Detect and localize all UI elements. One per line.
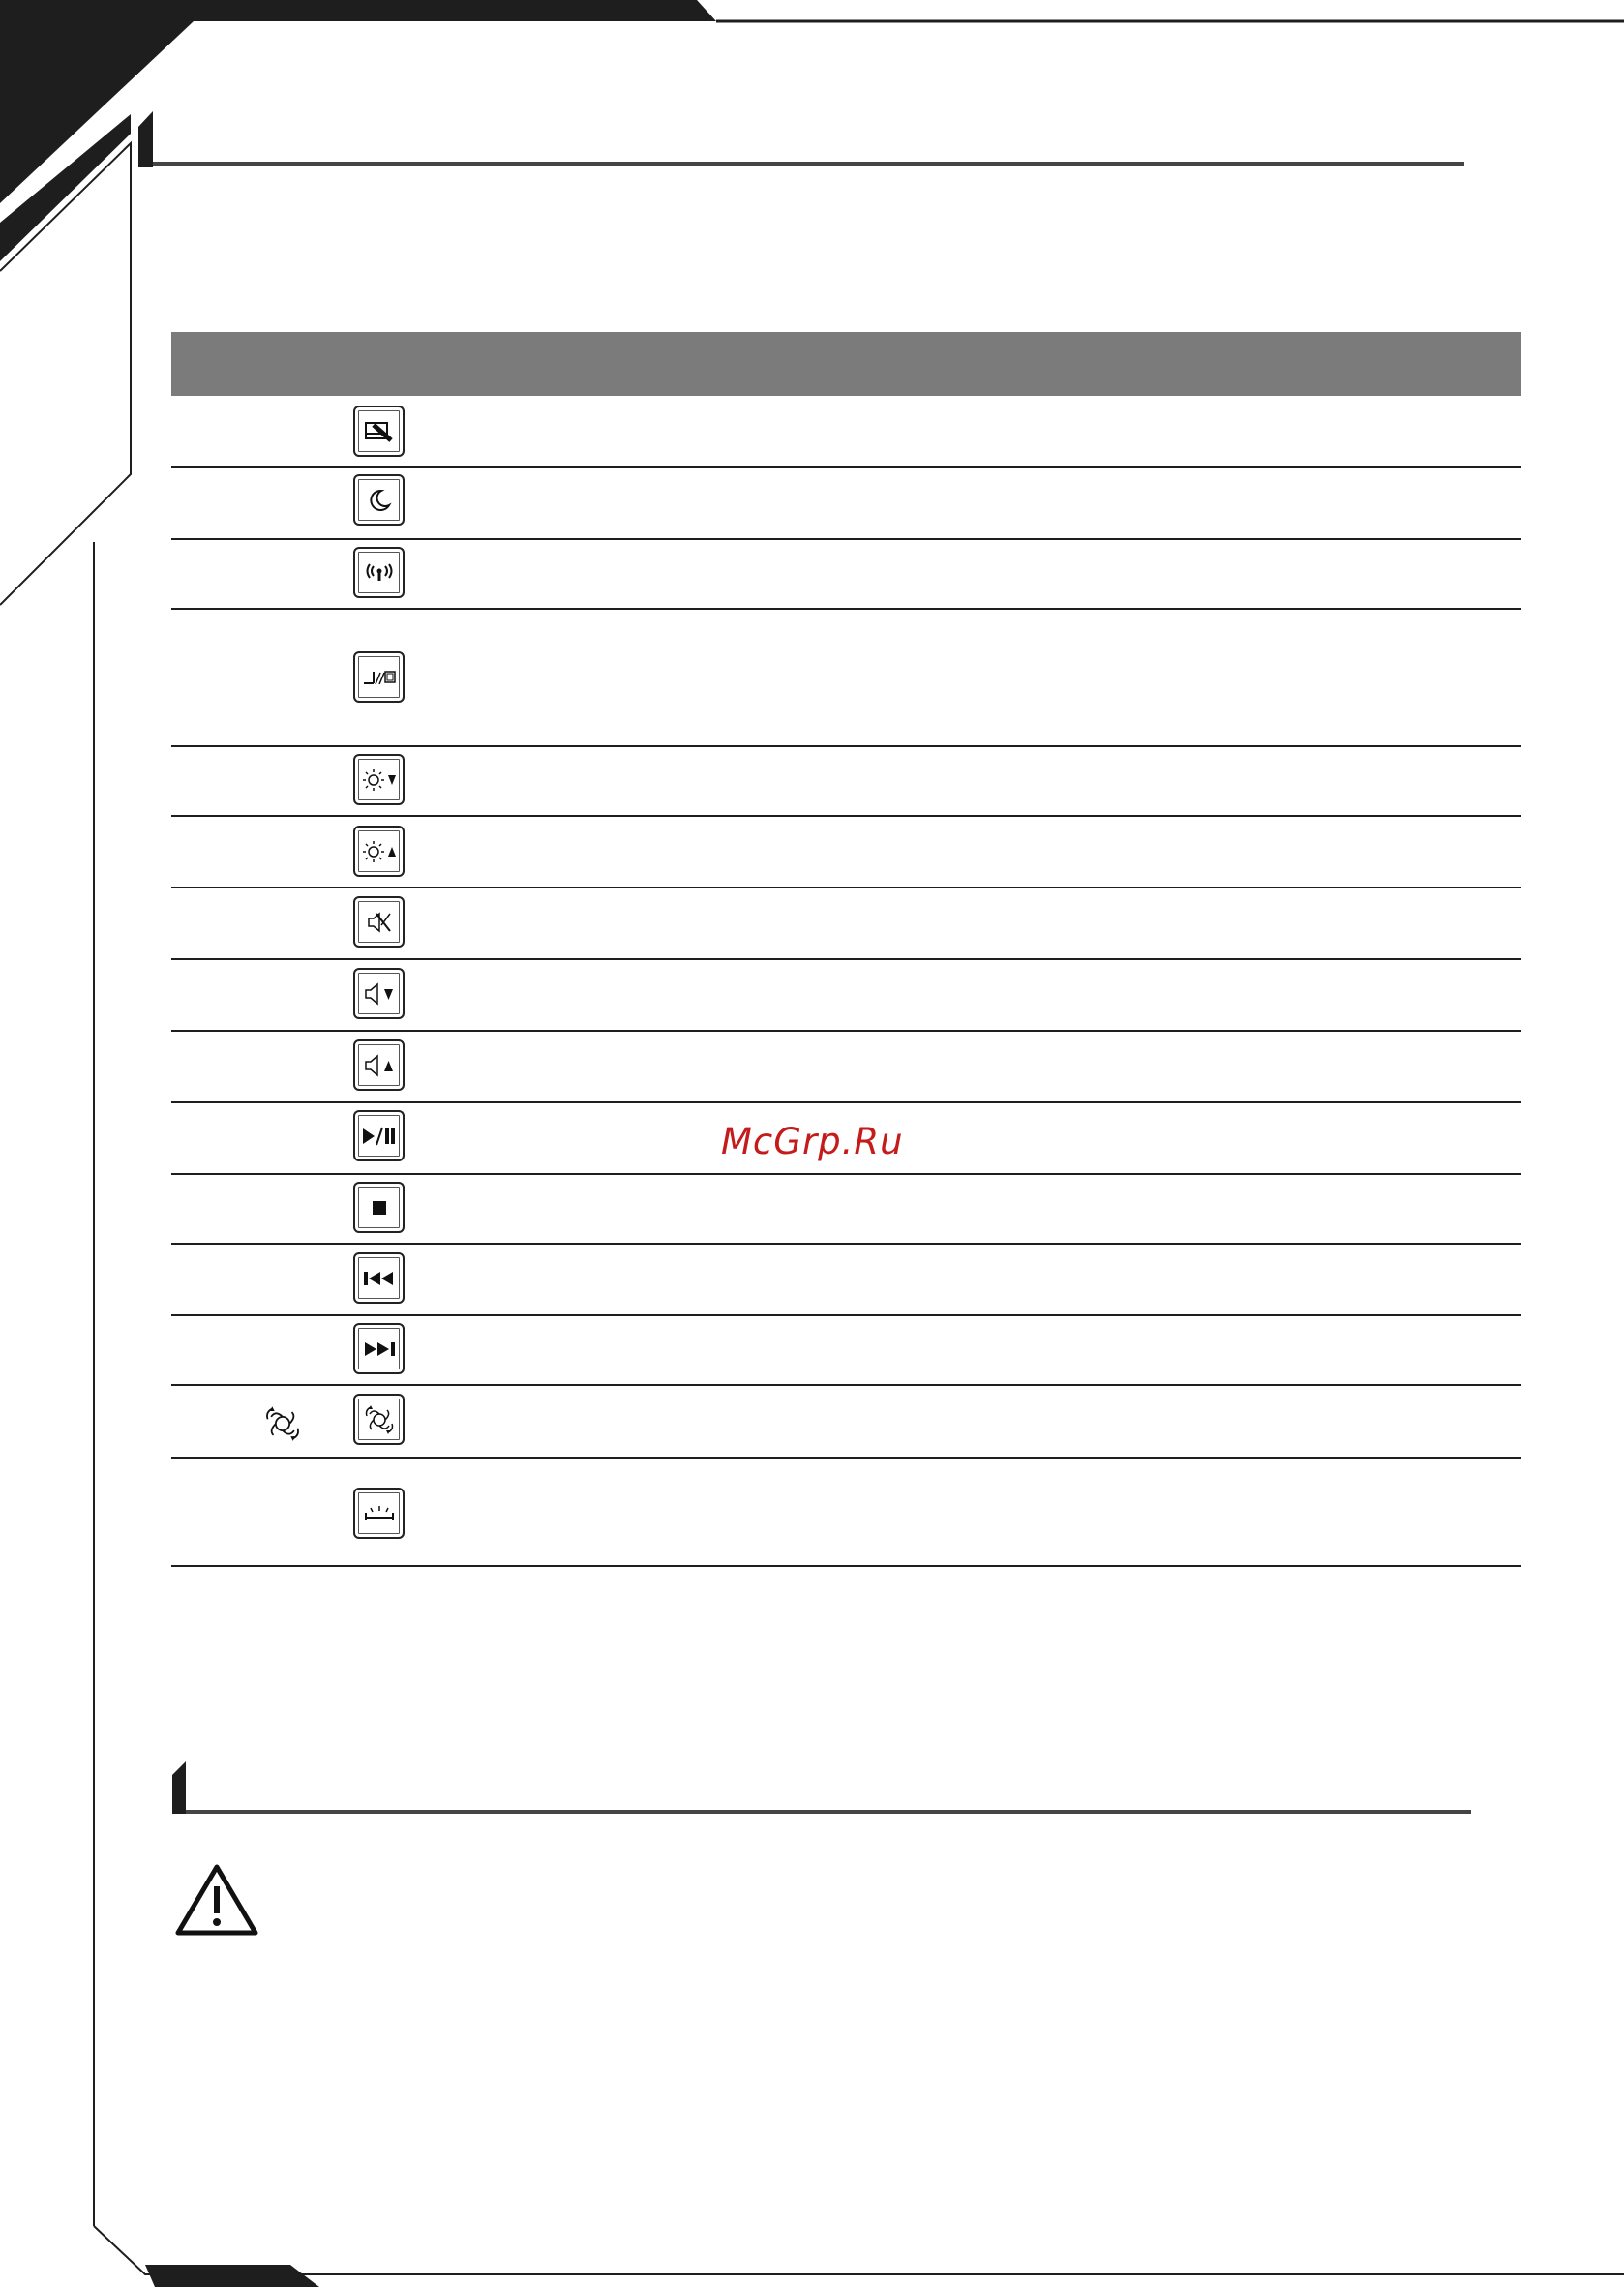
section-heading-bar <box>172 1761 1474 1816</box>
section-heading-bar <box>138 111 1474 169</box>
wireless-toggle-icon <box>353 547 405 598</box>
table-header <box>171 332 1521 396</box>
mute-icon <box>353 896 405 948</box>
play-pause-icon <box>353 1110 405 1161</box>
warning-icon <box>174 1863 259 1937</box>
volume-up-icon <box>353 1039 405 1091</box>
previous-track-icon <box>353 1252 405 1304</box>
fan-boost-icon <box>353 1394 405 1445</box>
next-track-icon <box>353 1323 405 1374</box>
fan-boost-icon <box>259 1405 306 1442</box>
brightness-down-icon <box>353 754 405 805</box>
touchpad-toggle-icon <box>353 406 405 457</box>
brightness-up-icon <box>353 826 405 877</box>
keyboard-backlight-icon <box>353 1488 405 1539</box>
volume-down-icon <box>353 968 405 1019</box>
display-switch-icon <box>353 651 405 703</box>
stop-icon <box>353 1182 405 1233</box>
watermark: McGrp.Ru <box>721 1121 904 1162</box>
sleep-moon-icon <box>353 474 405 526</box>
